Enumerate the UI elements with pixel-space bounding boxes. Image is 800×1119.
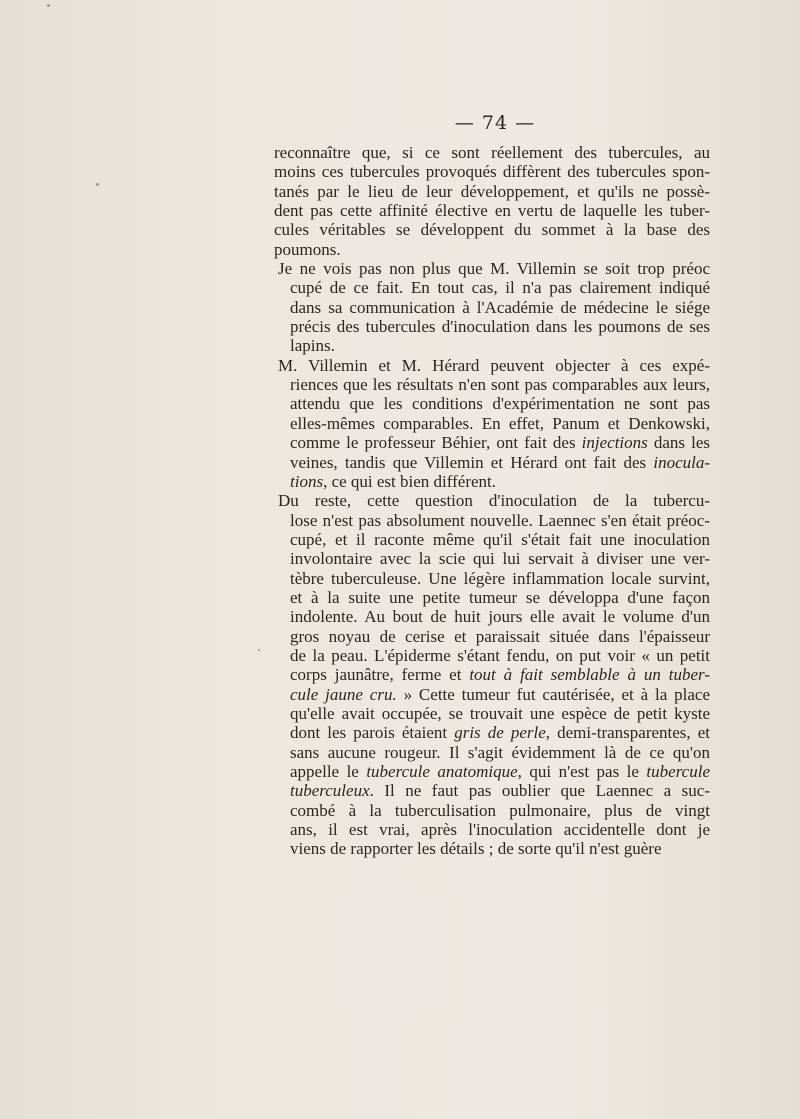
paper-speck [258, 649, 260, 651]
text-line: dont les parois étaient gris de perle, demi-transparentes, et [290, 723, 710, 743]
text-line: Je ne vois pas non plus que M. Villemin se soit trop préoc [278, 259, 710, 279]
text-line: dans sa communication à l'Académie de médecine le siége [290, 297, 710, 317]
text-line: attendu que les conditions d'expérimentation ne sont pas [290, 394, 710, 414]
text-line: indolente. Au bout de huit jours elle avait le volume d'un [290, 607, 710, 627]
text-line: tions, ce qui est bien différent. [290, 471, 496, 491]
text-line: elles-mêmes comparables. En effet, Panum et Denkowski, [290, 413, 710, 433]
text-line: ans, il est vrai, après l'inoculation accidentelle dont je [290, 820, 710, 840]
text-line: qu'elle avait occupée, se trouvait une espèce de petit kyste [290, 703, 710, 723]
text-line: tèbre tuberculeuse. Une légère inflammation locale survint, [290, 568, 710, 588]
page-number-text: — 74 — [454, 112, 536, 134]
text-line: M. Villemin et M. Hérard peuvent objecter à ces expé- [278, 355, 710, 375]
text-line: sans aucune rougeur. Il s'agit évidemment là de ce qu'on [290, 742, 710, 762]
text-line: et à la suite une petite tumeur se développa d'une façon [290, 587, 710, 607]
page-number [0, 112, 800, 134]
text-line: tuberculeux. Il ne faut pas oublier que Laennec a suc- [290, 781, 710, 801]
paragraph [274, 143, 710, 259]
text-line: combé à la tuberculisation pulmonaire, plus de vingt [290, 800, 710, 820]
paragraph [274, 491, 710, 859]
text-line: dent pas cette affinité élective en vertu de laquelle les tuber- [274, 201, 710, 221]
text-line: cules véritables se développent du sommet à la base des [274, 220, 710, 240]
body-text [274, 143, 710, 859]
text-line: veines, tandis que Villemin et Hérard ont fait des inocula- [290, 452, 710, 472]
text-line: viens de rapporter les détails ; de sorte qu'il n'est guère [290, 839, 662, 859]
text-line: cupé de ce fait. En tout cas, il n'a pas clairement indiqué [290, 278, 710, 298]
text-line: gros noyau de cerise et paraissait située dans l'épaisseur [290, 626, 710, 646]
text-line: involontaire avec la scie qui lui servait à diviser une ver- [290, 549, 710, 569]
text-line: cupé, et il raconte même qu'il s'était fait une inoculation [290, 529, 710, 549]
text-line: cule jaune cru. » Cette tumeur fut cautérisée, et à la place [290, 684, 710, 704]
paper-speck [96, 183, 99, 186]
text-line: corps jaunâtre, ferme et tout à fait semblable à un tuber- [290, 665, 710, 685]
text-line: lose n'est pas absolument nouvelle. Laennec s'en était préoc- [290, 510, 710, 530]
text-line: tanés par le lieu de leur développement, et qu'ils ne possè- [274, 181, 710, 201]
text-line: moins ces tubercules provoqués diffèrent des tubercules spon- [274, 162, 710, 182]
text-line: riences que les résultats n'en sont pas comparables aux leurs, [290, 375, 710, 395]
paper-speck [47, 4, 50, 7]
text-line: de la peau. L'épiderme s'étant fendu, on put voir « un petit [290, 645, 710, 665]
text-line: Du reste, cette question d'inoculation de la tubercu- [278, 491, 710, 511]
text-line: poumons. [274, 239, 341, 259]
text-line: comme le professeur Béhier, ont fait des injections dans les [290, 433, 710, 453]
paragraph [274, 259, 710, 356]
text-line: lapins. [290, 336, 335, 356]
text-line: appelle le tubercule anatomique, qui n'est pas le tubercule [290, 762, 710, 781]
text-line: précis des tubercules d'inoculation dans les poumons de ses [290, 317, 710, 337]
paragraph [274, 356, 710, 491]
text-line: reconnaître que, si ce sont réellement des tubercules, au [274, 143, 710, 162]
